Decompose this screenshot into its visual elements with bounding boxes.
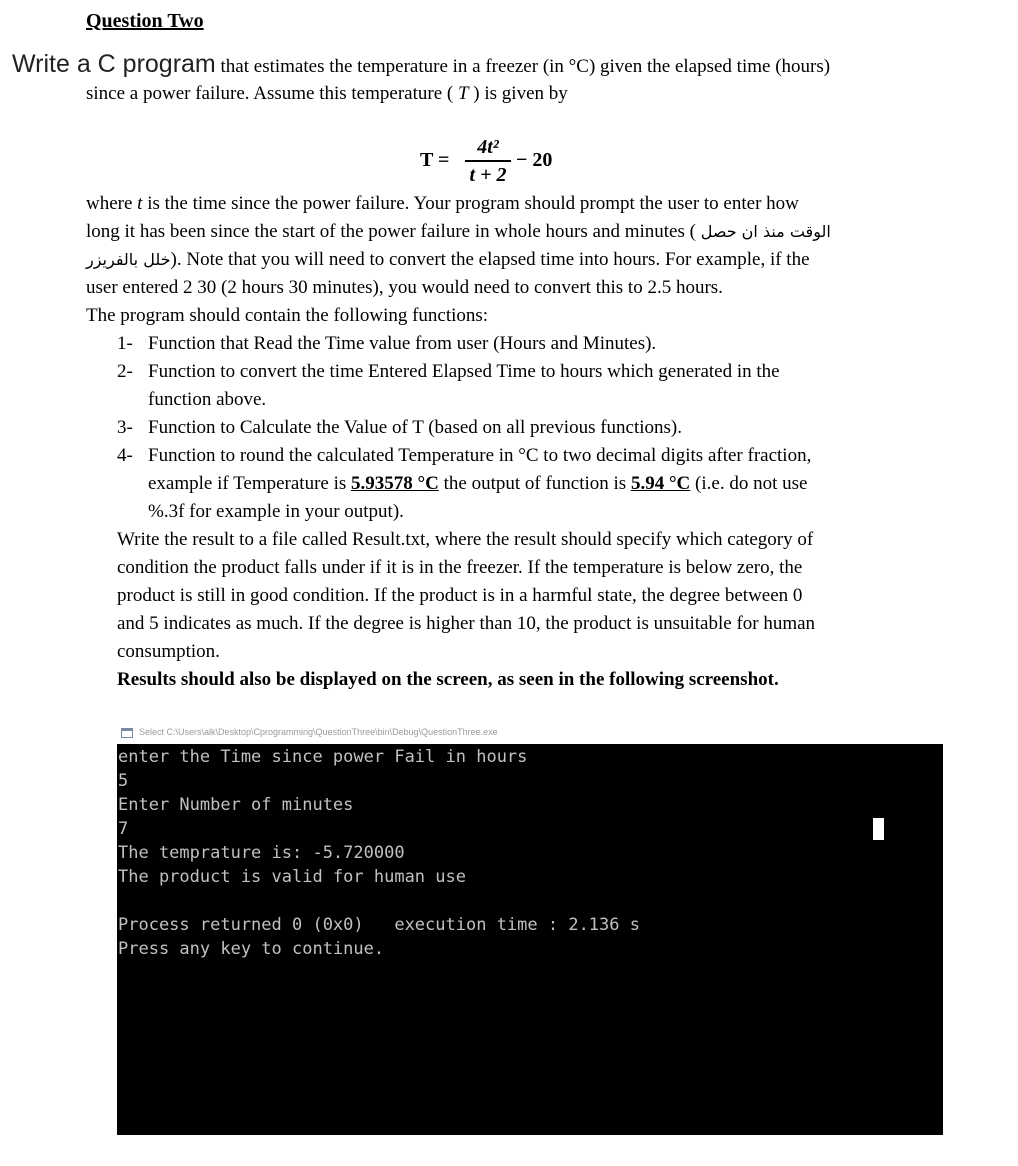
result-para-line: product is still in good condition. If the product is in a harmful state, the degree between 0 (117, 585, 803, 606)
example-text-c: (i.e. do not use (695, 473, 808, 494)
para-l3-b: ). Note that you will need to convert the elapsed time into hours. For example, if the (170, 249, 810, 270)
example-text-b: the output of function is (443, 473, 627, 494)
para-l3-arabic: خلل بالفريزر (86, 250, 171, 269)
intro-line-1 (12, 50, 830, 81)
example-text-a: example if Temperature is (148, 473, 347, 494)
list-item-text: Function that Read the Time value from user (Hours and Minutes). (148, 333, 657, 354)
console-window-icon (121, 728, 133, 738)
temperature-formula (420, 134, 590, 190)
para-l2-a: long it has been since the start of the power failure in whole hours and minutes ( (86, 221, 696, 242)
formula-numerator: 4t² (477, 136, 499, 158)
text-cursor (873, 818, 884, 840)
intro-line2-a: since a power failure. Assume this temperature ( (86, 83, 454, 104)
console-line: 5 (118, 771, 129, 791)
list-item-text: function above. (148, 389, 267, 410)
console-line: 7 (118, 819, 129, 839)
console-line: Enter Number of minutes (118, 795, 354, 815)
list-item-number: 4- (117, 445, 133, 466)
para-var-t: t (137, 193, 143, 214)
example-value-output: 5.94 °C (630, 473, 691, 494)
console-line: Press any key to continue. (118, 939, 385, 959)
intro-lead: Write a C program (12, 50, 216, 78)
question-heading: Question Two (86, 10, 204, 32)
console-title: Select C:\Users\alk\Desktop\Cprogramming\QuestionThree\bin\Debug\QuestionThree.exe (139, 727, 498, 737)
result-para-line: consumption. (117, 641, 220, 662)
result-para-line: Write the result to a file called Result.txt, where the result should specify which category of (117, 529, 814, 550)
result-para-line: and 5 indicates as much. If the degree is higher than 10, the product is unsuitable for human (117, 613, 816, 634)
list-item-number: 1- (117, 333, 133, 354)
list-item-number: 2- (117, 361, 133, 382)
console-line: The temprature is: -5.720000 (118, 843, 405, 863)
console-line: The product is valid for human use (118, 867, 466, 887)
intro-rest: that estimates the temperature in a freezer (in °C) given the elapsed time (hours) (220, 56, 831, 77)
formula-denominator: t + 2 (469, 164, 507, 186)
para-line-2 (86, 218, 831, 246)
formula-fraction (464, 134, 512, 188)
example-value-input: 5.93578 °C (351, 473, 439, 494)
intro-line-2 (86, 80, 568, 108)
console-titlebar[interactable] (117, 722, 943, 744)
list-item-text: Function to Calculate the Value of T (based on all previous functions). (148, 417, 683, 438)
formula-lhs: T = (420, 149, 450, 171)
console-output[interactable] (117, 744, 943, 1135)
screenshot-note: Results should also be displayed on the screen, as seen in the following screenshot. (117, 669, 779, 690)
para-line-1 (86, 190, 799, 218)
list-item-text: Function to round the calculated Temperature in °C to two decimal digits after fraction, (148, 445, 812, 466)
list-item-number: 3- (117, 417, 133, 438)
para-l1-a: where (86, 193, 133, 214)
para-l2-arabic: الوقت منذ ان حصل (700, 222, 831, 241)
console-line: enter the Time since power Fail in hours (118, 747, 528, 767)
intro-var-t: T (457, 83, 469, 104)
list-item-text: Function to convert the time Entered Elapsed Time to hours which generated in the (148, 361, 780, 382)
para-line-5: The program should contain the following functions: (86, 305, 489, 326)
para-l1-b: is the time since the power failure. Your program should prompt the user to enter how (147, 193, 799, 214)
para-line-3 (86, 246, 810, 274)
intro-line2-b: ) is given by (473, 83, 568, 104)
rounding-example (148, 470, 807, 498)
result-para-line: condition the product falls under if it is in the freezer. If the temperature is below zero, the (117, 557, 803, 578)
para-line-4: user entered 2 30 (2 hours 30 minutes), you would need to convert this to 2.5 hours. (86, 277, 723, 298)
console-line: Process returned 0 (0x0) execution time : 2.136 s (118, 915, 640, 935)
list-item-text: %.3f for example in your output). (148, 501, 404, 522)
formula-rhs: − 20 (516, 149, 553, 171)
